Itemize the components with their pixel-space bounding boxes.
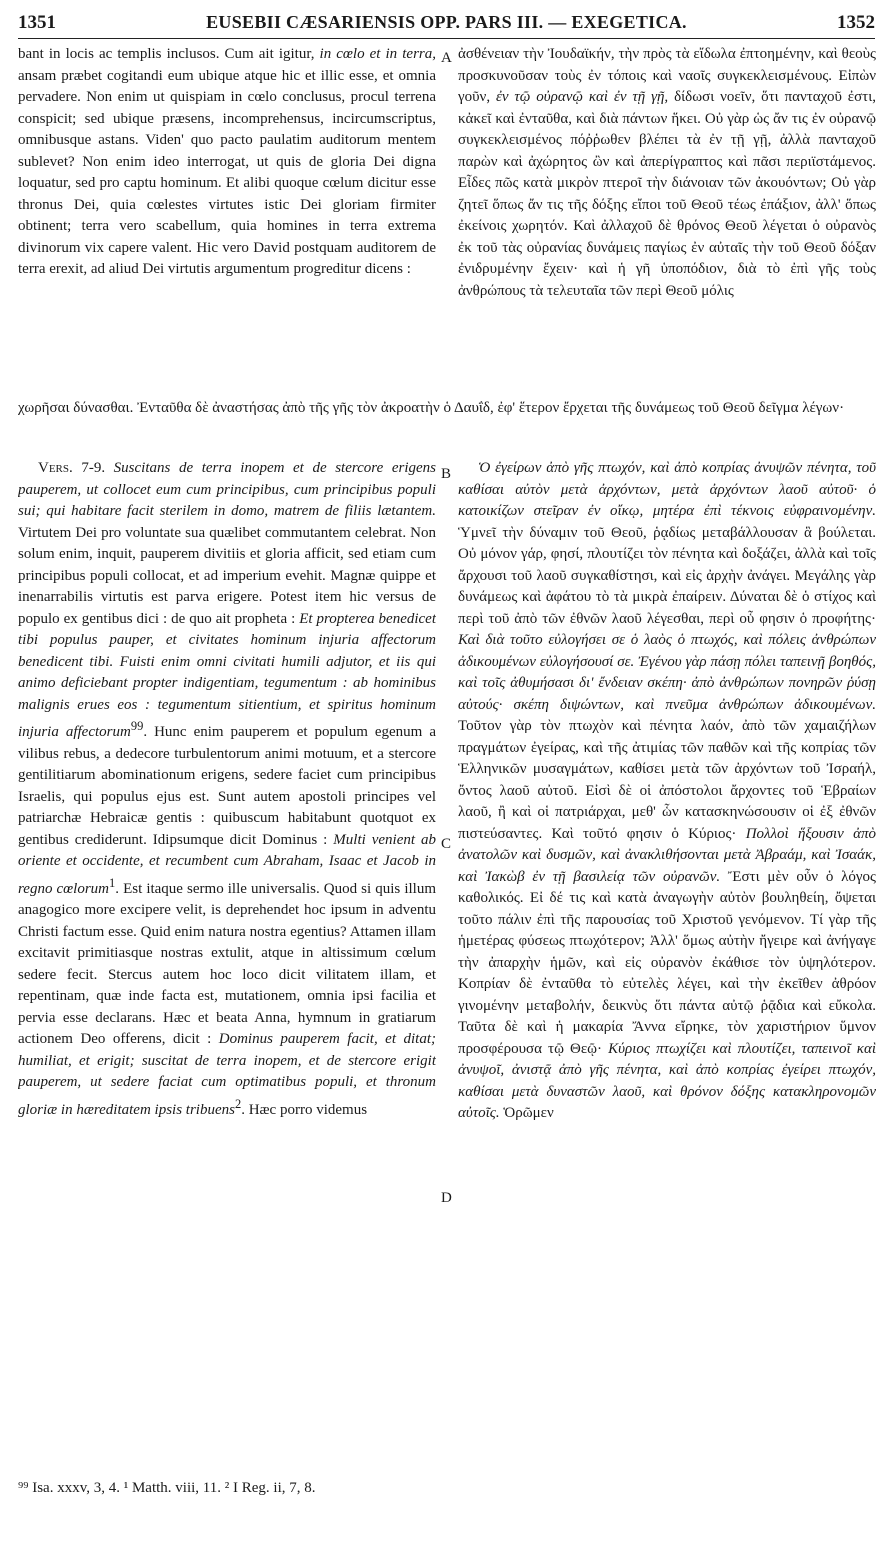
greek-text: ἀσθένειαν τὴν Ἰουδαϊκήν, τὴν πρὸς τὰ εἴδωλα ἐπτοημένην, καὶ θεοὺς προσκυνοῦσαν τοὺς ἐν τόποις καὶ ναοῖς συγκεκλεισμένους. Εἰπὼν γοῦν, — [458, 46, 876, 105]
margin-marker-c: C — [441, 836, 452, 852]
footnote-ref: 99 — [130, 719, 144, 733]
greek-paragraph — [458, 44, 876, 302]
greek-quote: ἐν τῷ οὐρανῷ καὶ ἐν τῇ γῇ, — [495, 89, 669, 105]
greek-bridge-text: χωρῆσαι δύνασθαι. Ἐνταῦθα δὲ ἀναστήσας ἀπὸ τῆς γῆς τὸν ἀκροατὴν ὁ Δαυΐδ, ἐφ' ἕτερον ἔρχεται τῆς δυνάμεως τοῦ Θεοῦ δεῖγμα λέγων· — [18, 400, 845, 416]
left-page-number: 1351 — [18, 12, 56, 33]
footnote-ref: 1 — [109, 875, 116, 890]
greek-column-1 — [458, 44, 876, 400]
footnotes: ⁹⁹ Isa. xxxv, 3, 4. ¹ Matth. viii, 11. ² I Reg. ii, 7, 8. — [18, 1480, 316, 1496]
right-page-number: 1352 — [837, 12, 875, 33]
greek-paragraph — [458, 458, 876, 1125]
margin-marker-b: B — [441, 466, 452, 482]
latin-text: . Est itaque sermo ille universalis. Quod si quis illum anagogico more excipere velit, is deprehendet hoc ipsum in adventu Christi factum esse. Quid enim natura nostra egentius? Attamen illam excitavit primitiasque nostras extulit, atque in altissimum cœlum sedere fecit. Stercus autem hoc loco dicit vilitatem illam, et repentinam, quæ inde facta est, mutationem, omnia ipsi facilia et pervia esse declarans. Hæc et beata Anna, hymnum in gratiarum actionem Deo offerens, dicit : — [18, 880, 436, 1047]
margin-marker-a: A — [441, 50, 452, 66]
greek-quote: Καὶ διὰ τοῦτο εὐλογήσει σε ὁ λαὸς ὁ πτωχός, καὶ πόλεις ἀνθρώπων ἀδικουμένων εὐλογήσουσί σε. Ἐγένου γὰρ πάσῃ πόλει ταπεινῇ βοηθός, καὶ τοῖς ἀθυμήσασι δι' ἔνδειαν σκέπη· ἀπὸ ἀνθρώπων πονηρῶν ῥύσῃ αὐτούς· σκέπη διψώντων, καὶ πνεῦμα ἀνθρώπων ἀδικουμένων. — [458, 632, 876, 713]
latin-paragraph — [18, 44, 436, 281]
running-title: EUSEBII CÆSARIENSIS OPP. PARS III. — EXEGETICA. — [206, 12, 687, 32]
greek-quote: Πολλοὶ ἥξουσιν ἀπὸ ἀνατολῶν καὶ δυσμῶν, καὶ ἀνακλιθήσονται μετὰ Ἀβραάμ, καὶ Ἰσαάκ, καὶ Ἰακὼβ ἐν τῇ βασιλείᾳ τῶν οὐρανῶν. — [458, 825, 876, 885]
latin-text: . Hæc porro videmus — [241, 1101, 368, 1118]
verse-label: Vers. 7-9. — [38, 460, 106, 476]
greek-text: Ἔστι μὲν οὖν ὁ λόγος καθολικός. Εἰ δέ τις καὶ κατὰ ἀναγωγὴν αὐτὸν βουληθείη, ὄψεται τοῦτο πάλιν ἐπὶ τῆς παρουσίας τοῦ Χριστοῦ γενόμενον. Τί γὰρ τῆς ἡμετέρας φύσεως πτωχότερον; Ἀλλ' ὅμως αὐτὴν ἤγειρε καὶ ἀνήγαγε τὴν ἀπαρχὴν ἡμῶν, καὶ εἰς οὐρανὸν ἐκάθισε τὸν ὑψηλότερον. Κοπρίαν δὲ ἐνταῦθα τὸ εὐτελὲς λέγει, καὶ τὴν ἐκεῖθεν ἀθρόον γινομένην μεταβολήν, δεικνὺς ὅτι πάντα αὐτῷ ῥᾷδια καὶ εὔκολα. Ταῦτα δὲ καὶ ἡ μακαρία Ἄννα εἴρηκε, τὸν χαριστήριον ὕμνον προσφέρουσα τῷ Θεῷ· — [458, 868, 876, 1057]
latin-text: bant in locis ac templis inclusos. Cum ait igitur, — [18, 46, 320, 62]
greek-column-2 — [458, 458, 876, 1468]
latin-text: Virtutem Dei pro voluntate sua quælibet commutantem celebrat. Non solum enim, inquit, pauperem divitiis et gloria afficit, sed etiam cum principibus populi collocat, et ad imperium evehit. Magnæ quippe et inenarrabilis virtutis est parva erigere. Potest item hic versus de populo ex gentibus dici : de quo ait propheta : — [18, 524, 436, 627]
greek-quote: Κύριος πτωχίζει καὶ πλουτίζει, ταπεινοῖ καὶ ἀνυψοῖ, ἀνιστᾷ ἀπὸ γῆς πένητα, καὶ ἀπὸ κοπρίας ἐγείρει πτωχόν, καθίσαι μετὰ δυναστῶν λαοῦ, καὶ θρόνον δόξης κατακληρονομῶν αὐτοῖς. — [458, 1040, 876, 1121]
latin-text: . Hunc enim pauperem et populum egenum a vilibus rebus, a dedecore turbulentorum animi motuum, et a stercore gentilitiarum abominationum erigens, sedere faciet cum principibus Israelis, qui populus ejus est. Sunt autem apostoli principes vel patriarchæ Hebraicæ gentis : quibuscum habitabunt quotquot ex gentibus crediderunt. Idipsumque dicit Dominus : — [18, 724, 436, 848]
greek-text: Ὁρῶμεν — [499, 1105, 554, 1121]
greek-text: δίδωσι νοεῖν, ὅτι πανταχοῦ ἐστι, κἀκεῖ καὶ ἐνταῦθα, καὶ διὰ πάντων ἥκει. Οὐ γὰρ ὡς ἄν τις ἐν οὐρανῷ συγκεκλεισμένος πόῤῥωθεν βλέπει τὰ ἐν τῇ γῇ, ἀλλὰ πανταχοῦ παρὼν καὶ ἀχώρητος ὢν καὶ ἀπερίγραπτος καὶ πᾶσι περιϊστάμενος. Εἶδες πῶς κατὰ μικρὸν πτεροῖ τὴν διάνοιαν τῶν ἀκουόντων; Οὐ γὰρ ζητεῖ ὅπως ἄν τις τῆς δόξης εἴποι τοῦ Θεοῦ τέως ἐπάξιον, ἀλλ' ὅπως ἐκείνοις χωρητόν. Καὶ ἀλλαχοῦ δὲ θρόνος Θεοῦ λέγεται ὁ οὐρανὸς ἐκ τοῦ τὰς οὐρανίας δυνάμεις παγίως ἐν αὐταῖς τὴν τοῦ Θεοῦ δόξαν ἐνιδρυμένην ἔχειν· καὶ ἡ γῆ ὑποπόδιον, διὰ τὸ ἐπὶ γῆς τοὺς ἀνθρώπους τὰ τελευταῖα τῶν περὶ Θεοῦ μόλις — [458, 89, 876, 299]
latin-quote: Suscitans de terra inopem et de stercore erigens pauperem, ut collocet eum cum principibus, cum principibus populi sui; qui habitare facit sterilem in domo, matrem de filiis lætantem. — [18, 460, 436, 519]
latin-column-2 — [18, 458, 436, 1468]
page-header — [18, 10, 875, 39]
margin-marker-d: D — [441, 1190, 452, 1206]
latin-quote: in cœlo et in terra, — [319, 46, 436, 62]
latin-quote: Multi venient ab oriente et occidente, et recumbent cum Abraham, Isaac et Jacob in regno cœlorum — [18, 831, 436, 897]
latin-text: ansam præbet cogitandi eum ubique atque hic et illic esse, et omnia pervadere. Non enim ut quispiam in cœlo conclusus, procul terrena conspicit; sed ubique præsens, incomprehensus, incircumscriptus, omnibusque astans. Viden' quo pacto paulatim auditorum mentem sublevet? Non enim ideo interrogat, ut quis de gloria Dei digna loquatur, sed pro captu hominum. Et alibi quoque cœlum dicitur esse thronus Dei, quia cœlestes virtutes istic Dei gloriam firmiter obtinent; terra vero scabellum, quia homines in terra extrema divinorum vix capere valent. Hic vero David postquam auditorem de terra erexit, ad aliud Dei virtutis argumentum progreditur dicens : — [18, 67, 436, 277]
greek-bridge-line — [18, 398, 876, 444]
latin-paragraph — [18, 458, 436, 1121]
greek-text: Τοῦτον γὰρ τὸν πτωχὸν καὶ πένητα λαόν, ἀπὸ τῶν χαμαιζήλων πραγμάτων ἐγείρας, καὶ τῆς ἀτιμίας τῶν παθῶν καὶ τῆς κοπρίας τῶν Ἑλληνικῶν μυσαγμάτων, καθίσει μετὰ τῶν ἀρχόντων τοῦ Ἰσραήλ, ὄντος λαοῦ αὐτοῦ. Εἰσὶ δὲ οἱ ἀπόστολοι ἄρχοντες τοῦ Ἑβραίων λαοῦ, ἢ καὶ οἱ πατριάρχαι, μεθ' ὧν κατασκηνώσουσιν οἱ ἐξ ἐθνῶν πιστεύσαντες. Καὶ τοῦτό φησιν ὁ Κύριος· — [458, 718, 876, 842]
latin-quote: Et propterea benedicet tibi populus pauper, et civitates hominum injuria affectorum benedicent tibi. Fuisti enim omni civitati humili adjutor, et iis qui animo deficiebant propter indigentiam, tegumentum : ab hominibus malignis erues eos : tegumentum sitientium, et spiritus hominum injuria affectorum — [18, 610, 436, 740]
latin-column-1 — [18, 44, 436, 400]
footnote-ref: 2 — [234, 1096, 242, 1111]
latin-quote: Dominus pauperem facit, et ditat; humiliat, et erigit; suscitat de terra inopem, et de stercore erigit pauperem, ut sedere faciat cum optimatibus populi, et thronum gloriæ in hæreditatem ipsis tribuens — [18, 1031, 436, 1118]
greek-text: Ὑμνεῖ τὴν δύναμιν τοῦ Θεοῦ, ῥᾳδίως μεταβάλλουσαν ἃ βούλεται. Οὐ μόνον γάρ, φησί, πλουτίζει τὸν πένητα καὶ δοξάζει, ἀλλὰ καὶ τοῖς ἄρχουσι τοῦ λαοῦ συγκαθίστησι, καὶ εἰς ἀρχὴν ἀνάγει. Μεγάλης γὰρ δυνάμεως καὶ ἀφάτου τὸ τὰ μικρὰ ἐπαίρειν. Δύναται δὲ ὁ στίχος καὶ περὶ τοῦ ἀπὸ τῶν ἐθνῶν λαοῦ λέγεσθαι, περὶ οὗ φησιν ὁ προφήτης· — [458, 524, 876, 627]
greek-quote: Ὁ ἐγείρων ἀπὸ γῆς πτωχόν, καὶ ἀπὸ κοπρίας ἀνυψῶν πένητα, τοῦ καθίσαι αὐτὸν μετὰ ἀρχόντων, μετὰ ἀρχόντων λαοῦ αὐτοῦ· ὁ κατοικίζων στεῖραν ἐν οἴκῳ, μητέρα ἐπὶ τέκνοις εὐφραινομένην. — [458, 460, 876, 519]
